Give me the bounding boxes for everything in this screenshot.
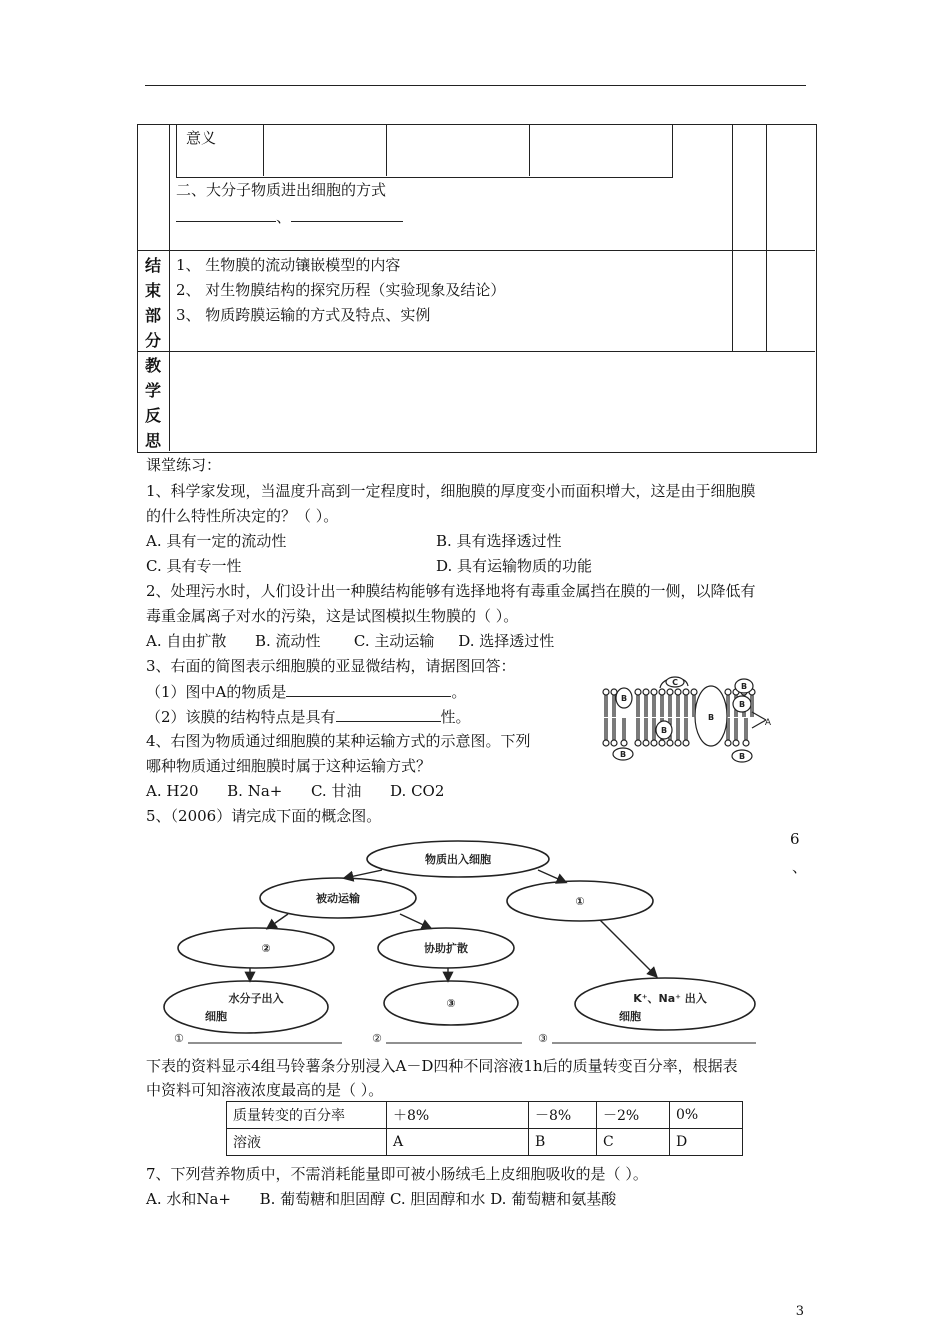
node-ions-label: K⁺、Na⁺ 出入 (633, 992, 707, 1005)
q4-line2: 哪种物质通过细胞膜时属于这种运输方式？ (146, 757, 432, 775)
edge-root-blank1 (538, 870, 565, 882)
table-row (227, 1129, 743, 1156)
inner-cell-yiyi: 意义 (186, 129, 217, 147)
table-row (227, 1102, 743, 1129)
q6-mark-separator: 、 (792, 858, 808, 876)
node-blank2 (178, 928, 334, 968)
header-rule (145, 85, 806, 86)
q2-options: A. 自由扩散 B. 流动性 C. 主动运输 D. 选择透过性 (146, 632, 555, 650)
q1-line1: 1、科学家发现，当温度升高到一定程度时，细胞膜的厚度变小而面积增大，这是由于细胞膜 (146, 482, 756, 500)
protein-label: B (619, 750, 627, 759)
mass-change-table (226, 1101, 743, 1156)
glycoprotein-label: C (672, 678, 678, 687)
q3-sub2: （2）该膜的结构特点是具有 性。 (146, 708, 471, 726)
table-cell: B (529, 1129, 597, 1156)
edge-root-passive (345, 870, 382, 878)
node-water-label-2: 细胞 (205, 1010, 227, 1023)
q3-line1: 3、右面的简图表示细胞膜的亚显微结构，请据图回答： (146, 657, 516, 675)
q4-line1: 4、右图为物质通过细胞膜的某种运输方式的示意图。下列 (146, 732, 531, 750)
q6-mark-number: 6 (790, 830, 800, 848)
edge-blank1-ions (600, 920, 656, 976)
node-blank1-label: ① (575, 895, 585, 908)
table-cell: 溶液 (227, 1129, 387, 1156)
q6-line2: 中资料可知溶液浓度最高的是（ ）。 (146, 1081, 384, 1099)
q2-line1: 2、处理污水时，人们设计出一种膜结构能够有选择地将有毒重金属挡在膜的一侧，以降低有 (146, 582, 756, 600)
node-blank3-label: ③ (446, 997, 456, 1010)
protein-label: B (738, 752, 746, 761)
q1-option-a: A. 具有一定的流动性 (146, 532, 287, 550)
node-facilitated-label: 协助扩散 (424, 942, 468, 955)
table-cell: A (387, 1129, 529, 1156)
reflection-label: 教 学 反 思 (144, 356, 161, 450)
table-cell: ＋8% (387, 1102, 529, 1129)
end-section-label: 结 束 部 分 (144, 256, 161, 350)
q6-line1: 下表的资料显示4组马铃薯条分别浸入A－D四种不同溶液1h后的质量转变百分率，根据表 (146, 1057, 738, 1075)
protein-label: B (738, 700, 746, 709)
section2-title: 二、大分子物质进出细胞的方式 (176, 181, 387, 199)
edge-passive-facilitated (400, 914, 430, 928)
end-item-1: 1、 生物膜的流动镶嵌模型的内容 (176, 256, 401, 274)
protein-label: B (740, 682, 748, 691)
node-root-label: 物质出入细胞 (425, 853, 491, 866)
q4-options: A. H20 B. Na+ C. 甘油 D. CO2 (146, 782, 445, 800)
node-ions-label-2: 细胞 (619, 1010, 641, 1023)
section2-blanks: 、 (176, 206, 403, 227)
protein-label: B (707, 713, 715, 722)
table-cell: C (597, 1129, 670, 1156)
exercise-heading: 课堂练习： (146, 456, 222, 474)
end-item-3: 3、 物质跨膜运输的方式及特点、实例 (176, 306, 431, 324)
answer-3-marker: ③ (538, 1032, 548, 1045)
q3-sub1: （1）图中A的物质是 。 (146, 683, 467, 701)
table-cell: －8% (529, 1102, 597, 1129)
q1-option-d: D. 具有运输物质的功能 (436, 557, 593, 575)
table-cell: 质量转变的百分率 (227, 1102, 387, 1129)
q1-option-c: C. 具有专一性 (146, 557, 242, 575)
node-passive-label: 被动运输 (316, 892, 360, 905)
arrow-label: A (764, 718, 772, 728)
q7-options: A. 水和Na+ B. 葡萄糖和胆固醇 C. 胆固醇和水 D. 葡萄糖和氨基酸 (146, 1190, 617, 1208)
membrane-diagram (596, 668, 772, 766)
page-number: 3 (795, 1304, 804, 1319)
node-water (164, 981, 328, 1033)
q2-line2: 毒重金属离子对水的污染，这是试图模拟生物膜的（ ）。 (146, 607, 519, 625)
node-blank2-label: ② (261, 942, 271, 955)
edge-passive-blank2 (268, 914, 288, 928)
end-item-2: 2、 对生物膜结构的探究历程（实验现象及结论） (176, 281, 506, 299)
answer-1-marker: ① (174, 1032, 184, 1045)
inner-table (176, 124, 673, 178)
node-water-label: 水分子出入 (228, 992, 284, 1005)
protein-label: B (660, 726, 668, 735)
answer-2-marker: ② (372, 1032, 382, 1045)
table-cell: D (670, 1129, 743, 1156)
q5-line: 5、（2006）请完成下面的概念图。 (146, 807, 382, 825)
concept-map (160, 830, 775, 1052)
q7-line: 7、下列营养物质中，不需消耗能量即可被小肠绒毛上皮细胞吸收的是（ ）。 (146, 1165, 648, 1183)
table-cell: 0% (670, 1102, 743, 1129)
q1-line2: 的什么特性所决定的？（ ）。 (146, 507, 339, 525)
table-cell: －2% (597, 1102, 670, 1129)
q1-option-b: B. 具有选择透过性 (436, 532, 562, 550)
protein-label: B (620, 694, 628, 703)
